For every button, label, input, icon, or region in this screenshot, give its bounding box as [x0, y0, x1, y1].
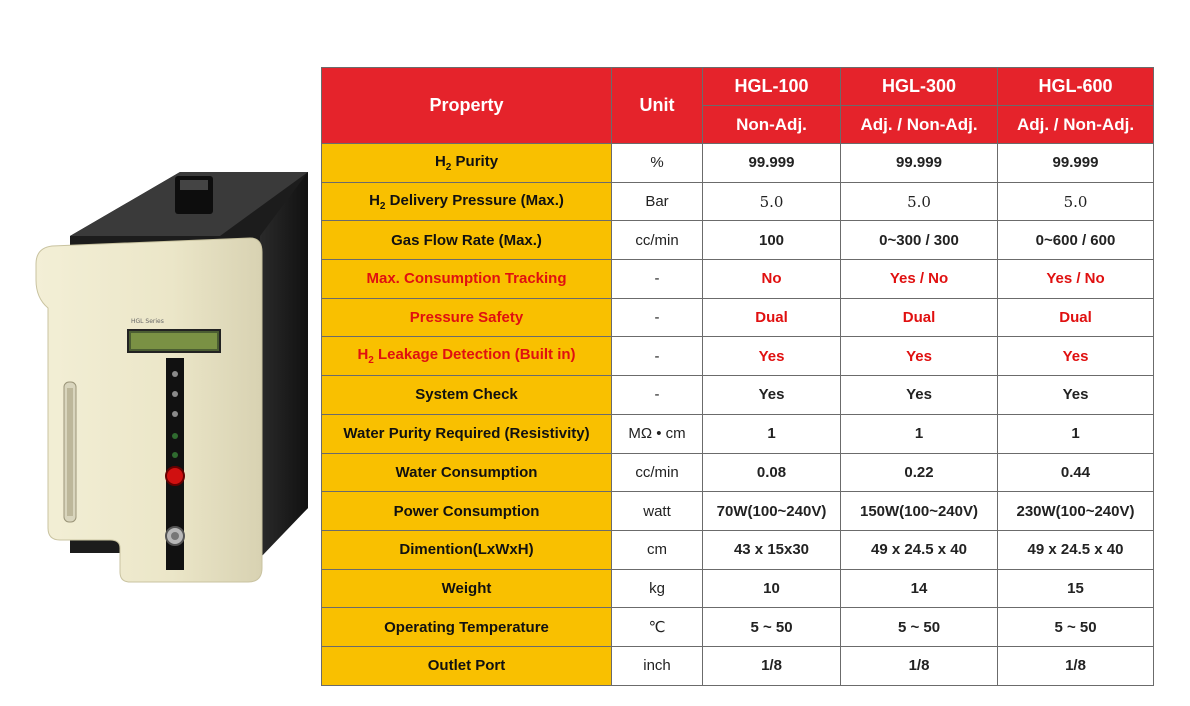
value-cell: 14: [841, 569, 998, 608]
value-cell: 0.44: [998, 453, 1154, 492]
property-label: Water Consumption: [395, 463, 538, 481]
value-cell: 5.0: [703, 182, 841, 221]
value-cell: 49 x 24.5 x 40: [998, 530, 1154, 569]
value-cell: 1: [703, 414, 841, 453]
unit-cell: -: [612, 298, 703, 337]
unit-cell: kg: [612, 569, 703, 608]
value-cell: 99.999: [703, 144, 841, 183]
table-row: [322, 608, 1154, 647]
table-row: [322, 260, 1154, 299]
header-model-name: HGL-300: [841, 68, 998, 106]
property-label: Weight: [441, 579, 492, 597]
property-label: H: [434, 152, 446, 170]
unit-cell: cc/min: [612, 221, 703, 260]
property-cell: [322, 453, 612, 492]
value-cell: 70W(100~240V): [703, 492, 841, 531]
property-subscript: 2: [445, 161, 452, 173]
value-cell: 5 ~ 50: [998, 608, 1154, 647]
property-label: Dimention(LxWxH): [399, 541, 534, 559]
value-cell: 5 ~ 50: [841, 608, 998, 647]
property-subscript: 2: [368, 355, 374, 367]
table-row: [322, 144, 1154, 183]
property-label-rest: Leakage Detection (Built in): [373, 346, 576, 364]
unit-cell: -: [612, 260, 703, 299]
value-cell: 5.0: [998, 182, 1154, 221]
header-unit: Unit: [612, 68, 703, 144]
table-row: [322, 337, 1154, 376]
unit-cell: cc/min: [612, 453, 703, 492]
property-cell: [322, 144, 612, 183]
header-row-models: [322, 68, 1154, 106]
header-model-adj: Adj. / Non-Adj.: [841, 106, 998, 144]
unit-cell: MΩ • cm: [612, 414, 703, 453]
property-cell: [322, 182, 612, 221]
value-cell: 1/8: [841, 646, 998, 685]
property-label: Outlet Port: [427, 657, 506, 675]
table-row: [322, 182, 1154, 221]
value-cell: 43 x 15x30: [703, 530, 841, 569]
table-row: [322, 646, 1154, 685]
table-row: [322, 453, 1154, 492]
property-label: System Check: [415, 386, 518, 404]
value-cell: 99.999: [841, 144, 998, 183]
property-cell: [322, 337, 612, 376]
value-cell: Yes: [703, 376, 841, 415]
value-cell: 15: [998, 569, 1154, 608]
unit-cell: -: [612, 376, 703, 415]
value-cell: 10: [703, 569, 841, 608]
value-cell: Dual: [998, 298, 1154, 337]
spec-table: [321, 67, 1154, 686]
header-model-adj: Non-Adj.: [703, 106, 841, 144]
value-cell: Dual: [841, 298, 998, 337]
header-model-adj: Adj. / Non-Adj.: [998, 106, 1154, 144]
value-cell: Yes: [998, 376, 1154, 415]
property-cell: [322, 492, 612, 531]
header-model-name: HGL-100: [703, 68, 841, 106]
value-cell: 99.999: [998, 144, 1154, 183]
table-row: [322, 569, 1154, 608]
property-label-rest: Purity: [451, 152, 499, 170]
value-cell: 1: [841, 414, 998, 453]
value-cell: 230W(100~240V): [998, 492, 1154, 531]
unit-cell: %: [612, 144, 703, 183]
property-label: Power Consumption: [393, 502, 540, 520]
hydrogen-generator-image: [30, 168, 320, 588]
property-cell: [322, 414, 612, 453]
property-label: H: [369, 191, 380, 209]
table-row: [322, 221, 1154, 260]
property-cell: [322, 260, 612, 299]
table-row: [322, 376, 1154, 415]
property-subscript: 2: [379, 200, 386, 212]
value-cell: 1/8: [998, 646, 1154, 685]
value-cell: 0~300 / 300: [841, 221, 998, 260]
unit-cell: Bar: [612, 182, 703, 221]
unit-cell: inch: [612, 646, 703, 685]
value-cell: 1: [998, 414, 1154, 453]
value-cell: Yes: [703, 337, 841, 376]
property-cell: [322, 569, 612, 608]
value-cell: Yes: [841, 337, 998, 376]
property-label-rest: Delivery Pressure (Max.): [385, 191, 564, 209]
value-cell: 0~600 / 600: [998, 221, 1154, 260]
value-cell: 5 ~ 50: [703, 608, 841, 647]
property-label: Water Purity Required (Resistivity): [343, 425, 590, 443]
table-row: [322, 492, 1154, 531]
property-label: Operating Temperature: [384, 618, 549, 636]
value-cell: 0.08: [703, 453, 841, 492]
unit-cell: watt: [612, 492, 703, 531]
property-cell: [322, 376, 612, 415]
property-label: Max. Consumption Tracking: [366, 270, 567, 288]
value-cell: Yes / No: [998, 260, 1154, 299]
table-row: [322, 414, 1154, 453]
unit-cell: ℃: [612, 608, 703, 647]
value-cell: Yes: [998, 337, 1154, 376]
value-cell: Yes: [841, 376, 998, 415]
property-label: Pressure Safety: [409, 309, 524, 327]
svg-text:HGL Series: HGL Series: [131, 318, 164, 325]
value-cell: 1/8: [703, 646, 841, 685]
value-cell: 150W(100~240V): [841, 492, 998, 531]
header-property: Property: [322, 68, 612, 144]
value-cell: 100: [703, 221, 841, 260]
table-row: [322, 530, 1154, 569]
value-cell: Dual: [703, 298, 841, 337]
property-label: H: [357, 346, 369, 364]
property-cell: [322, 221, 612, 260]
unit-cell: -: [612, 337, 703, 376]
property-cell: [322, 646, 612, 685]
value-cell: 49 x 24.5 x 40: [841, 530, 998, 569]
value-cell: 0.22: [841, 453, 998, 492]
property-cell: [322, 608, 612, 647]
value-cell: Yes / No: [841, 260, 998, 299]
table-row: [322, 298, 1154, 337]
unit-cell: cm: [612, 530, 703, 569]
property-cell: [322, 530, 612, 569]
value-cell: 5.0: [841, 182, 998, 221]
property-cell: [322, 298, 612, 337]
property-label: Gas Flow Rate (Max.): [391, 231, 542, 249]
value-cell: No: [703, 260, 841, 299]
header-model-name: HGL-600: [998, 68, 1154, 106]
